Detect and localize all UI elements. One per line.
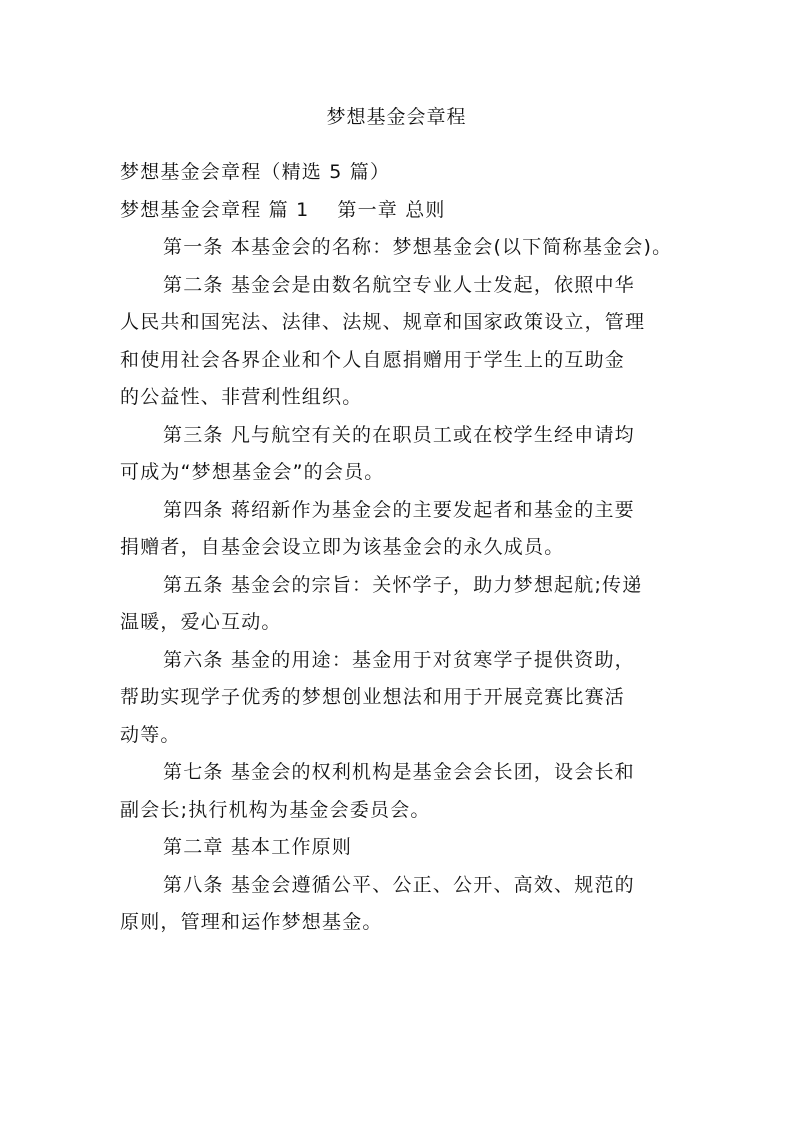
document-title: 梦想基金会章程: [326, 106, 467, 128]
paragraph-line: 第六条 基金的用途：基金用于对贫寒学子提供资助，: [163, 648, 635, 671]
paragraph-line: 第三条 凡与航空有关的在职员工或在校学生经申请均: [163, 423, 635, 446]
paragraph-line: 第七条 基金会的权利机构是基金会会长团，设会长和: [163, 761, 635, 783]
paragraph-line: 第四条 蒋绍新作为基金会的主要发起者和基金的主要: [163, 498, 635, 521]
document-subtitle: 梦想基金会章程（精选 5 篇）: [120, 161, 391, 183]
paragraph-line: 帮助实现学子优秀的梦想创业想法和用于开展竞赛比赛活: [120, 686, 626, 708]
paragraph-line: 第二条 基金会是由数名航空专业人士发起，依照中华: [163, 273, 635, 296]
paragraph-line: 和使用社会各界企业和个人自愿捐赠用于学生上的互助金: [120, 348, 626, 371]
paragraph-line: 原则，管理和运作梦想基金。: [120, 911, 383, 933]
paragraph-line: 的公益性、非营利性组织。: [120, 386, 363, 408]
paragraph-line: 第五条 基金会的宗旨：关怀学子，助力梦想起航;传递: [163, 573, 643, 596]
paragraph-line: 可成为“梦想基金会”的会员。: [120, 461, 385, 483]
paragraph-line: 动等。: [120, 723, 181, 746]
paragraph-line: 副会长;执行机构为基金会委员会。: [120, 798, 431, 821]
paragraph-line: 第一条 本基金会的名称：梦想基金会(以下简称基金会)。: [163, 236, 673, 258]
paragraph-line: 温暖，爱心互动。: [120, 611, 282, 633]
section-heading: [120, 192, 680, 230]
chapter-two-heading: 第二章 基本工作原则: [163, 836, 353, 858]
paragraph-line: 捐赠者，自基金会设立即为该基金会的永久成员。: [120, 536, 565, 558]
paragraph-line: 第八条 基金会遵循公平、公正、公开、高效、规范的: [163, 873, 635, 896]
part-label: 梦想基金会章程 篇 1: [120, 198, 310, 221]
document-body: [120, 154, 680, 942]
chapter-heading: 第一章 总则: [337, 198, 446, 221]
paragraph-line: 人民共和国宪法、法律、法规、规章和国家政策设立，管理: [120, 311, 646, 333]
